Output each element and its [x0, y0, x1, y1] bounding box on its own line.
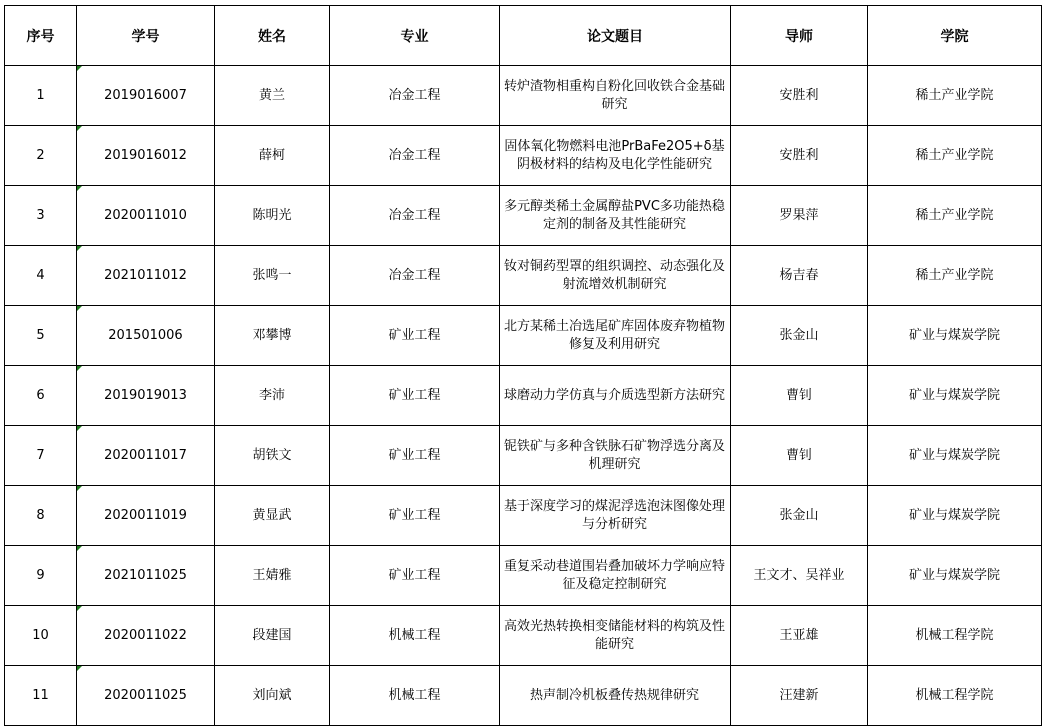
cell-advisor[interactable]: 王文才、吴祥业: [731, 546, 868, 606]
cell-thesis[interactable]: [500, 486, 731, 546]
cell-major[interactable]: 冶金工程: [330, 66, 500, 126]
cell-advisor[interactable]: 曹钊: [731, 426, 868, 486]
cell-no[interactable]: 10: [5, 606, 77, 666]
cell-major[interactable]: 矿业工程: [330, 366, 500, 426]
header-thesis[interactable]: 论文题目: [500, 6, 731, 66]
cell-thesis[interactable]: [500, 666, 731, 726]
cell-college[interactable]: 稀土产业学院: [868, 186, 1042, 246]
cell-name[interactable]: 刘向斌: [215, 666, 330, 726]
cell-college[interactable]: 矿业与煤炭学院: [868, 486, 1042, 546]
cell-major[interactable]: 冶金工程: [330, 246, 500, 306]
cell-name[interactable]: 陈明光: [215, 186, 330, 246]
cell-major[interactable]: 冶金工程: [330, 126, 500, 186]
thesis-table: [4, 5, 1042, 726]
thesis-title-text: 球磨动力学仿真与介质选型新方法研究: [503, 387, 725, 403]
cell-major[interactable]: 冶金工程: [330, 186, 500, 246]
table-row: [5, 246, 1042, 306]
cell-student-id[interactable]: 2021011012: [77, 246, 215, 306]
cell-college[interactable]: 矿业与煤炭学院: [868, 306, 1042, 366]
cell-thesis[interactable]: [500, 366, 731, 426]
cell-college[interactable]: 机械工程学院: [868, 666, 1042, 726]
cell-college[interactable]: 机械工程学院: [868, 606, 1042, 666]
cell-thesis[interactable]: [500, 306, 731, 366]
cell-major[interactable]: 矿业工程: [330, 426, 500, 486]
cell-college[interactable]: 稀土产业学院: [868, 66, 1042, 126]
table-row: [5, 606, 1042, 666]
cell-student-id[interactable]: 2019016007: [77, 66, 215, 126]
thesis-title-text: 铌铁矿与多种含铁脉石矿物浮选分离及机理研究: [503, 438, 725, 472]
header-student-id[interactable]: 学号: [77, 6, 215, 66]
cell-name[interactable]: 王婧雅: [215, 546, 330, 606]
thesis-title-text: 基于深度学习的煤泥浮选泡沫图像处理与分析研究: [503, 498, 725, 532]
cell-thesis[interactable]: [500, 186, 731, 246]
cell-thesis[interactable]: [500, 126, 731, 186]
cell-major[interactable]: 矿业工程: [330, 546, 500, 606]
thesis-title-text: 热声制冷机板叠传热规律研究: [529, 687, 699, 703]
cell-advisor[interactable]: 罗果萍: [731, 186, 868, 246]
thesis-title-text: 重复采动巷道围岩叠加破坏力学响应特征及稳定控制研究: [503, 558, 725, 592]
cell-no[interactable]: 11: [5, 666, 77, 726]
cell-name[interactable]: 黄兰: [215, 66, 330, 126]
cell-student-id[interactable]: 2020011010: [77, 186, 215, 246]
cell-major[interactable]: 机械工程: [330, 606, 500, 666]
cell-name[interactable]: 李沛: [215, 366, 330, 426]
cell-name[interactable]: 胡铁文: [215, 426, 330, 486]
thesis-title-text: 转炉渣物相重构自粉化回收铁合金基础研究: [503, 78, 725, 112]
cell-college[interactable]: 矿业与煤炭学院: [868, 546, 1042, 606]
table-row: [5, 186, 1042, 246]
cell-student-id[interactable]: 2019016012: [77, 126, 215, 186]
cell-major[interactable]: 矿业工程: [330, 486, 500, 546]
spreadsheet: [4, 5, 1041, 726]
cell-student-id[interactable]: 201501006: [77, 306, 215, 366]
cell-advisor[interactable]: 曹钊: [731, 366, 868, 426]
cell-student-id[interactable]: 2020011025: [77, 666, 215, 726]
table-row: [5, 66, 1042, 126]
cell-name[interactable]: 邓攀博: [215, 306, 330, 366]
cell-thesis[interactable]: [500, 426, 731, 486]
cell-major[interactable]: 机械工程: [330, 666, 500, 726]
thesis-title-text: 钕对铜药型罩的组织调控、动态强化及射流增效机制研究: [503, 258, 725, 292]
cell-thesis[interactable]: [500, 246, 731, 306]
cell-student-id[interactable]: 2020011017: [77, 426, 215, 486]
table-row: [5, 666, 1042, 726]
cell-no[interactable]: 5: [5, 306, 77, 366]
thesis-title-text: 多元醇类稀土金属醇盐PVC多功能热稳定剂的制备及其性能研究: [504, 198, 725, 232]
cell-advisor[interactable]: 安胜利: [731, 66, 868, 126]
cell-no[interactable]: 6: [5, 366, 77, 426]
cell-student-id[interactable]: 2020011022: [77, 606, 215, 666]
cell-advisor[interactable]: 王亚雄: [731, 606, 868, 666]
cell-advisor[interactable]: 杨吉春: [731, 246, 868, 306]
cell-thesis[interactable]: [500, 546, 731, 606]
table-row: [5, 486, 1042, 546]
cell-major[interactable]: 矿业工程: [330, 306, 500, 366]
table-row: [5, 366, 1042, 426]
thesis-title-text: 高效光热转换相变储能材料的构筑及性能研究: [503, 618, 725, 652]
cell-advisor[interactable]: 张金山: [731, 306, 868, 366]
cell-college[interactable]: 稀土产业学院: [868, 246, 1042, 306]
thesis-title-text: 北方某稀土冶选尾矿库固体废弃物植物修复及利用研究: [503, 318, 725, 352]
thesis-title-text: 固体氧化物燃料电池PrBaFe2O5+δ基阴极材料的结构及电化学性能研究: [504, 138, 725, 172]
cell-no[interactable]: 9: [5, 546, 77, 606]
cell-no[interactable]: 4: [5, 246, 77, 306]
cell-student-id[interactable]: 2020011019: [77, 486, 215, 546]
table-row: [5, 426, 1042, 486]
table-row: [5, 306, 1042, 366]
cell-thesis[interactable]: [500, 606, 731, 666]
header-major[interactable]: 专业: [330, 6, 500, 66]
cell-advisor[interactable]: 汪建新: [731, 666, 868, 726]
cell-college[interactable]: 矿业与煤炭学院: [868, 426, 1042, 486]
cell-name[interactable]: 黄显武: [215, 486, 330, 546]
header-name[interactable]: 姓名: [215, 6, 330, 66]
cell-no[interactable]: 7: [5, 426, 77, 486]
header-row: [5, 6, 1042, 66]
cell-no[interactable]: 8: [5, 486, 77, 546]
cell-student-id[interactable]: 2021011025: [77, 546, 215, 606]
table-row: [5, 126, 1042, 186]
header-college[interactable]: 学院: [868, 6, 1042, 66]
cell-no[interactable]: 2: [5, 126, 77, 186]
cell-advisor[interactable]: 张金山: [731, 486, 868, 546]
cell-name[interactable]: 段建国: [215, 606, 330, 666]
header-no[interactable]: 序号: [5, 6, 77, 66]
header-advisor[interactable]: 导师: [731, 6, 868, 66]
cell-thesis[interactable]: [500, 66, 731, 126]
cell-name[interactable]: 薛柯: [215, 126, 330, 186]
cell-advisor[interactable]: 安胜利: [731, 126, 868, 186]
cell-name[interactable]: 张鸣一: [215, 246, 330, 306]
cell-college[interactable]: 稀土产业学院: [868, 126, 1042, 186]
cell-student-id[interactable]: 2019019013: [77, 366, 215, 426]
cell-college[interactable]: 矿业与煤炭学院: [868, 366, 1042, 426]
table-row: [5, 546, 1042, 606]
cell-no[interactable]: 3: [5, 186, 77, 246]
cell-no[interactable]: 1: [5, 66, 77, 126]
